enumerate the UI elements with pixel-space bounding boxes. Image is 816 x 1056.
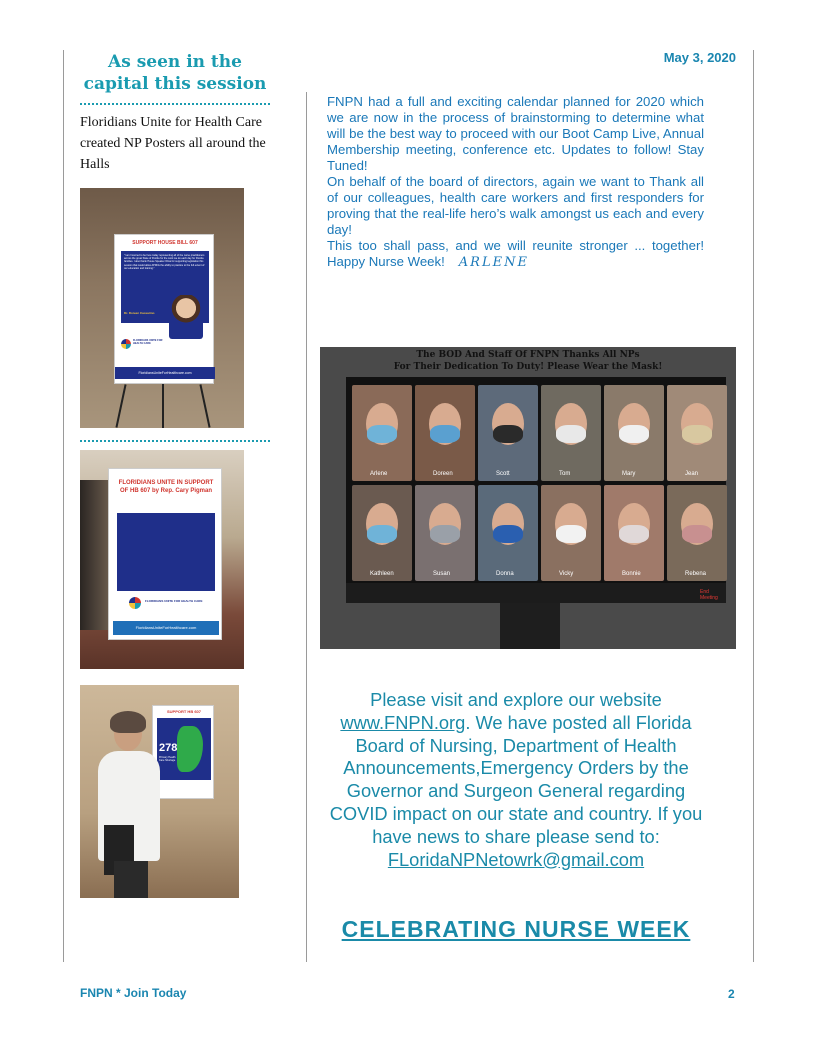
participant-mask xyxy=(682,525,712,543)
zoom-grid xyxy=(346,377,726,603)
hallway-dark xyxy=(80,480,110,630)
celebrating-nurse-week-link[interactable]: CELEBRATING NURSE WEEK xyxy=(341,916,691,942)
visit-text-after: . We have posted all Florida Board of Nursing, Department of Health Announcements,Emergency Orders by the Governor and Surgeon General regarding COVID impact on our state and country. If you have news to share please send to: xyxy=(329,711,703,847)
zoom-tile-rebena xyxy=(667,485,727,581)
poster2-logos-panel xyxy=(117,513,215,591)
poster1-org: FLORIDIANS UNITE FOR HEALTH CARE xyxy=(133,339,163,345)
paragraph-calendar: FNPN had a full and exciting calendar planned for 2020 which we are now in the process of brainstorming to determine what will be the best way to proceed with our Boot Camp Live, Annual Membership meeting, conference etc. Updates to follow! Stay Tuned! xyxy=(327,94,704,173)
poster1-title: SUPPORT HOUSE BILL 607 xyxy=(132,240,198,246)
poster3-caption: Primary Health Care Shortage xyxy=(159,756,176,762)
poster1-url: FloridiansUniteForHealthcare.com xyxy=(115,367,215,379)
poster3-title: SUPPORT HB 607 xyxy=(166,709,201,714)
poster2-org: FLORIDIANS UNITE FOR HEALTH CARE xyxy=(145,599,203,603)
participant-name: Jean xyxy=(685,471,699,477)
sidebar-divider-middle xyxy=(80,440,270,442)
participant-mask xyxy=(493,425,523,443)
zoom-tile-doreen xyxy=(415,385,475,481)
participant-mask xyxy=(367,525,397,543)
sidebar-heading: As seen in the capital this session xyxy=(83,52,267,94)
monitor-screen xyxy=(346,377,726,603)
participant-name: Arlene xyxy=(370,471,388,477)
zoom-tile-vicky xyxy=(541,485,601,581)
poster1-quote: "I am honored to be here today representing all of the nurse practitioners across the great State of Florida for the work we do each day for Florida families. I also thank House Speaker Oliva for supporting legislation this session that would allow APRNs the ability to practice to the full extent of our education and training." xyxy=(124,254,205,270)
right-margin-line xyxy=(753,50,754,962)
poster1-portrait xyxy=(169,295,203,339)
issue-date: May 3, 2020 xyxy=(663,50,736,65)
column-divider-line xyxy=(306,92,307,962)
paragraph-pass-text: This too shall pass, and we will reunite stronger ... together! Happy Nurse Week! xyxy=(327,238,704,269)
participant-mask xyxy=(556,525,586,543)
email-link[interactable]: FLoridaNPNetowrk@gmail.com xyxy=(387,848,645,870)
monitor-stand xyxy=(500,603,560,649)
poster-photo-1 xyxy=(80,188,244,428)
easel-1 xyxy=(115,384,126,427)
poster3-number: 278 xyxy=(159,742,178,754)
end-meeting-button: End Meeting xyxy=(700,589,718,601)
zoom-tile-jean xyxy=(667,385,727,481)
sidebar-divider-top xyxy=(80,103,270,105)
poster2-logo xyxy=(129,597,141,609)
poster2-title: FLORIDIANS UNITE IN SUPPORT OF HB 607 by Rep. Cary Pigman xyxy=(118,480,214,494)
participant-name: Mary xyxy=(622,471,636,477)
zoom-toolbar xyxy=(346,583,726,603)
participant-name: Donna xyxy=(496,571,514,577)
poster1-logo xyxy=(121,339,131,349)
main-article xyxy=(327,94,704,271)
participant-mask xyxy=(430,525,460,543)
participant-name: Vicky xyxy=(559,571,574,577)
participant-name: Tom xyxy=(559,471,571,477)
visit-text-before: Please visit and explore our website xyxy=(370,689,662,710)
participant-name: Kathleen xyxy=(370,571,394,577)
sidebar-text: Floridians Unite for Health Care created NP Posters all around the Halls xyxy=(80,115,266,172)
zoom-tile-mary xyxy=(604,385,664,481)
poster-photo-3 xyxy=(80,685,239,898)
zoom-tile-tom xyxy=(541,385,601,481)
zoom-tile-kathleen xyxy=(352,485,412,581)
zoom-caption-line1: The BOD And Staff Of FNPN Thanks All NPs xyxy=(416,350,640,360)
zoom-tile-scott xyxy=(478,385,538,481)
easel-1c xyxy=(162,384,164,428)
zoom-tile-donna xyxy=(478,485,538,581)
website-link[interactable]: www.FNPN.org xyxy=(340,711,466,733)
poster2-url: FloridiansUniteForHealthcare.com xyxy=(113,621,219,635)
participant-mask xyxy=(619,425,649,443)
zoom-meeting-photo xyxy=(320,347,736,649)
participant-name: Doreen xyxy=(433,471,453,477)
participant-name: Rebena xyxy=(685,571,707,577)
participant-name: Scott xyxy=(496,471,510,477)
zoom-caption-line2: For Their Dedication To Duty! Please Wear the Mask! xyxy=(393,362,663,372)
participant-mask xyxy=(493,525,523,543)
website-notice xyxy=(322,689,710,871)
participant-name: Bonnie xyxy=(622,571,641,577)
poster-photo-2 xyxy=(80,450,244,669)
participant-mask xyxy=(682,425,712,443)
signature: ARLENE xyxy=(458,255,529,270)
page-number: 2 xyxy=(728,987,735,1001)
paragraph-thanks: On behalf of the board of directors, again we want to Thank all of our colleagues, health care workers and first responders for proving that the real-life hero’s walk amongst us each and every day! xyxy=(327,174,704,237)
participant-mask xyxy=(556,425,586,443)
participant-mask xyxy=(619,525,649,543)
participant-mask xyxy=(430,425,460,443)
easel-1b xyxy=(199,384,210,427)
participant-mask xyxy=(367,425,397,443)
paragraph-pass xyxy=(327,238,704,271)
person-hair xyxy=(110,711,146,733)
footer-join-today: FNPN * Join Today xyxy=(80,986,187,1000)
zoom-tile-arlene xyxy=(352,385,412,481)
left-margin-line xyxy=(63,50,64,962)
zoom-tile-bonnie xyxy=(604,485,664,581)
participant-name: Susan xyxy=(433,571,451,577)
person-legs xyxy=(114,861,148,898)
zoom-tile-susan xyxy=(415,485,475,581)
poster1-name: Dr. Doreen Cassarino xyxy=(124,311,155,315)
